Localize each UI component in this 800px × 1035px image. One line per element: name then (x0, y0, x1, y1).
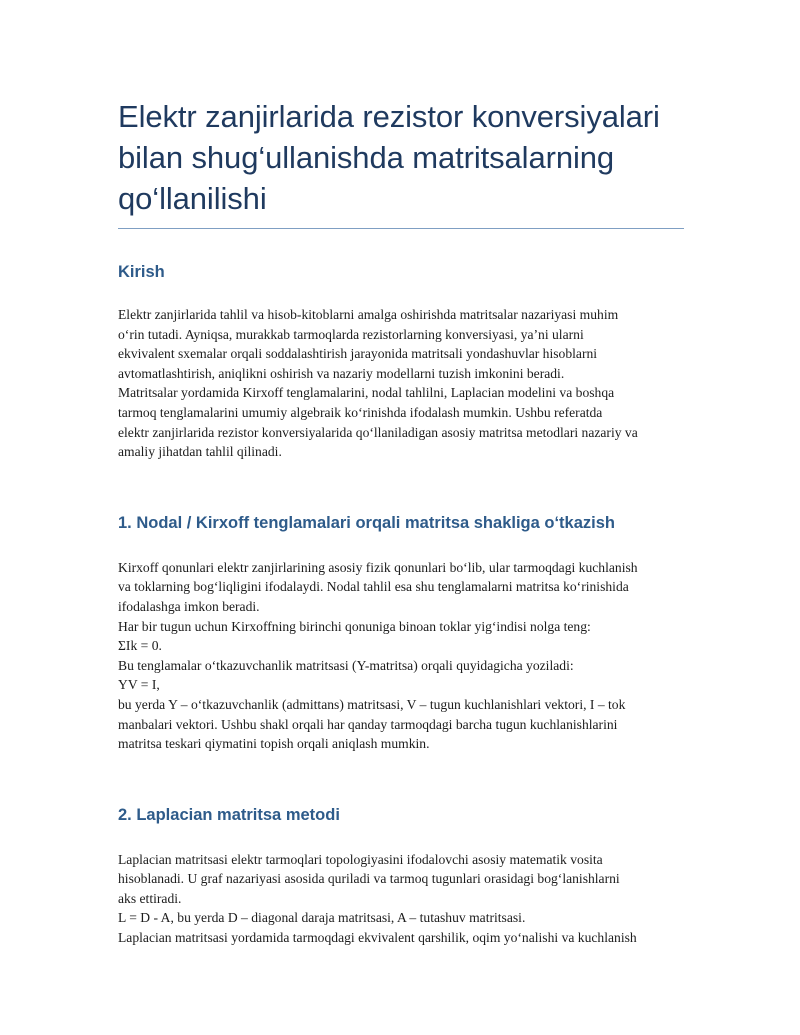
text-line: Laplacian matritsasi elektr tarmoqlari topologiyasini ifodalovchi asosiy matematik vosita (118, 851, 603, 867)
title-line: Elektr zanjirlarida rezistor konversiyalari (118, 99, 660, 134)
text-line: ifodalashga imkon beradi. (118, 598, 260, 614)
text-line: tarmoq tenglamalarini umumiy algebraik ko‘rinishda ifodalash mumkin. Ushbu referatda (118, 404, 603, 420)
formula-line: L = D - A, bu yerda D – diagonal daraja matritsasi, A – tutashuv matritsasi. (118, 910, 526, 926)
text-line: hisoblanadi. U graf nazariyasi asosida quriladi va tarmoq tugunlari orasidagi bog‘lanishlarni (118, 871, 620, 887)
text-line: manbalari vektori. Ushbu shakl orqali har qanday tarmoqdagi barcha tugun kuchlanishlarini (118, 716, 618, 732)
section-heading-intro: Kirish (118, 263, 165, 281)
text-line: aks ettiradi. (118, 890, 182, 906)
formula-line: YV = I, (118, 677, 160, 693)
title-line: qo‘llanilishi (118, 181, 267, 216)
text-line: Matritsalar yordamida Kirxoff tenglamalarini, nodal tahlilni, Laplacian modelini va boshqa (118, 385, 615, 401)
text-line: Laplacian matritsasi yordamida tarmoqdagi ekvivalent qarshilik, oqim yo‘nalishi va kuchlanish (118, 930, 637, 946)
text-line: elektr zanjirlarida rezistor konversiyalarida qo‘llaniladigan asosiy matritsa metodlari nazariy va (118, 424, 638, 440)
document-title (118, 92, 684, 228)
text-line: amaliy jihatdan tahlil qilinadi. (118, 444, 282, 460)
text-line: bu yerda Y – o‘tkazuvchanlik (admittans) matritsasi, V – tugun kuchlanishlari vektori, I – tok (118, 696, 626, 712)
section-heading-nodal: 1. Nodal / Kirxoff tenglamalari orqali matritsa shakliga o‘tkazish (118, 513, 615, 532)
document-page (118, 92, 684, 948)
text-line: va toklarning bog‘liqligini ifodalaydi. Nodal tahlil esa shu tenglamalarni matritsa ko‘rinishida (118, 579, 629, 595)
title-line: bilan shug‘ullanishda matritsalarning (118, 140, 615, 175)
text-line: Kirxoff qonunlari elektr zanjirlarining asosiy fizik qonunlari bo‘lib, ular tarmoqdagi kuchlanish (118, 559, 638, 575)
text-line: avtomatlashtirish, aniqlikni oshirish va nazariy modellarni tuzish imkonini beradi. (118, 365, 565, 381)
text-line: matritsa teskari qiymatini topish orqali aniqlash mumkin. (118, 736, 430, 752)
text-line: Elektr zanjirlarida tahlil va hisob-kitoblarni amalga oshirishda matritsalar nazariyasi muhim (118, 307, 619, 322)
laplacian-paragraph (118, 850, 684, 948)
text-line: ekvivalent sxemalar orqali soddalashtirish jarayonida matritsali yondashuvlar hisoblarni (118, 346, 598, 362)
title-underline (118, 228, 684, 229)
section-heading-laplacian: 2. Laplacian matritsa metodi (118, 805, 340, 824)
intro-paragraph (118, 305, 684, 462)
formula-line: ΣIk = 0. (118, 638, 162, 654)
text-line: o‘rin tutadi. Ayniqsa, murakkab tarmoqlarda rezistorlarning konversiyasi, ya’ni ularni (118, 326, 584, 342)
text-line: Bu tenglamalar o‘tkazuvchanlik matritsasi (Y-matritsa) orqali quyidagicha yoziladi: (118, 657, 574, 673)
nodal-paragraph (118, 558, 684, 754)
text-line: Har bir tugun uchun Kirxoffning birinchi qonuniga binoan toklar yig‘indisi nolga teng: (118, 618, 591, 634)
